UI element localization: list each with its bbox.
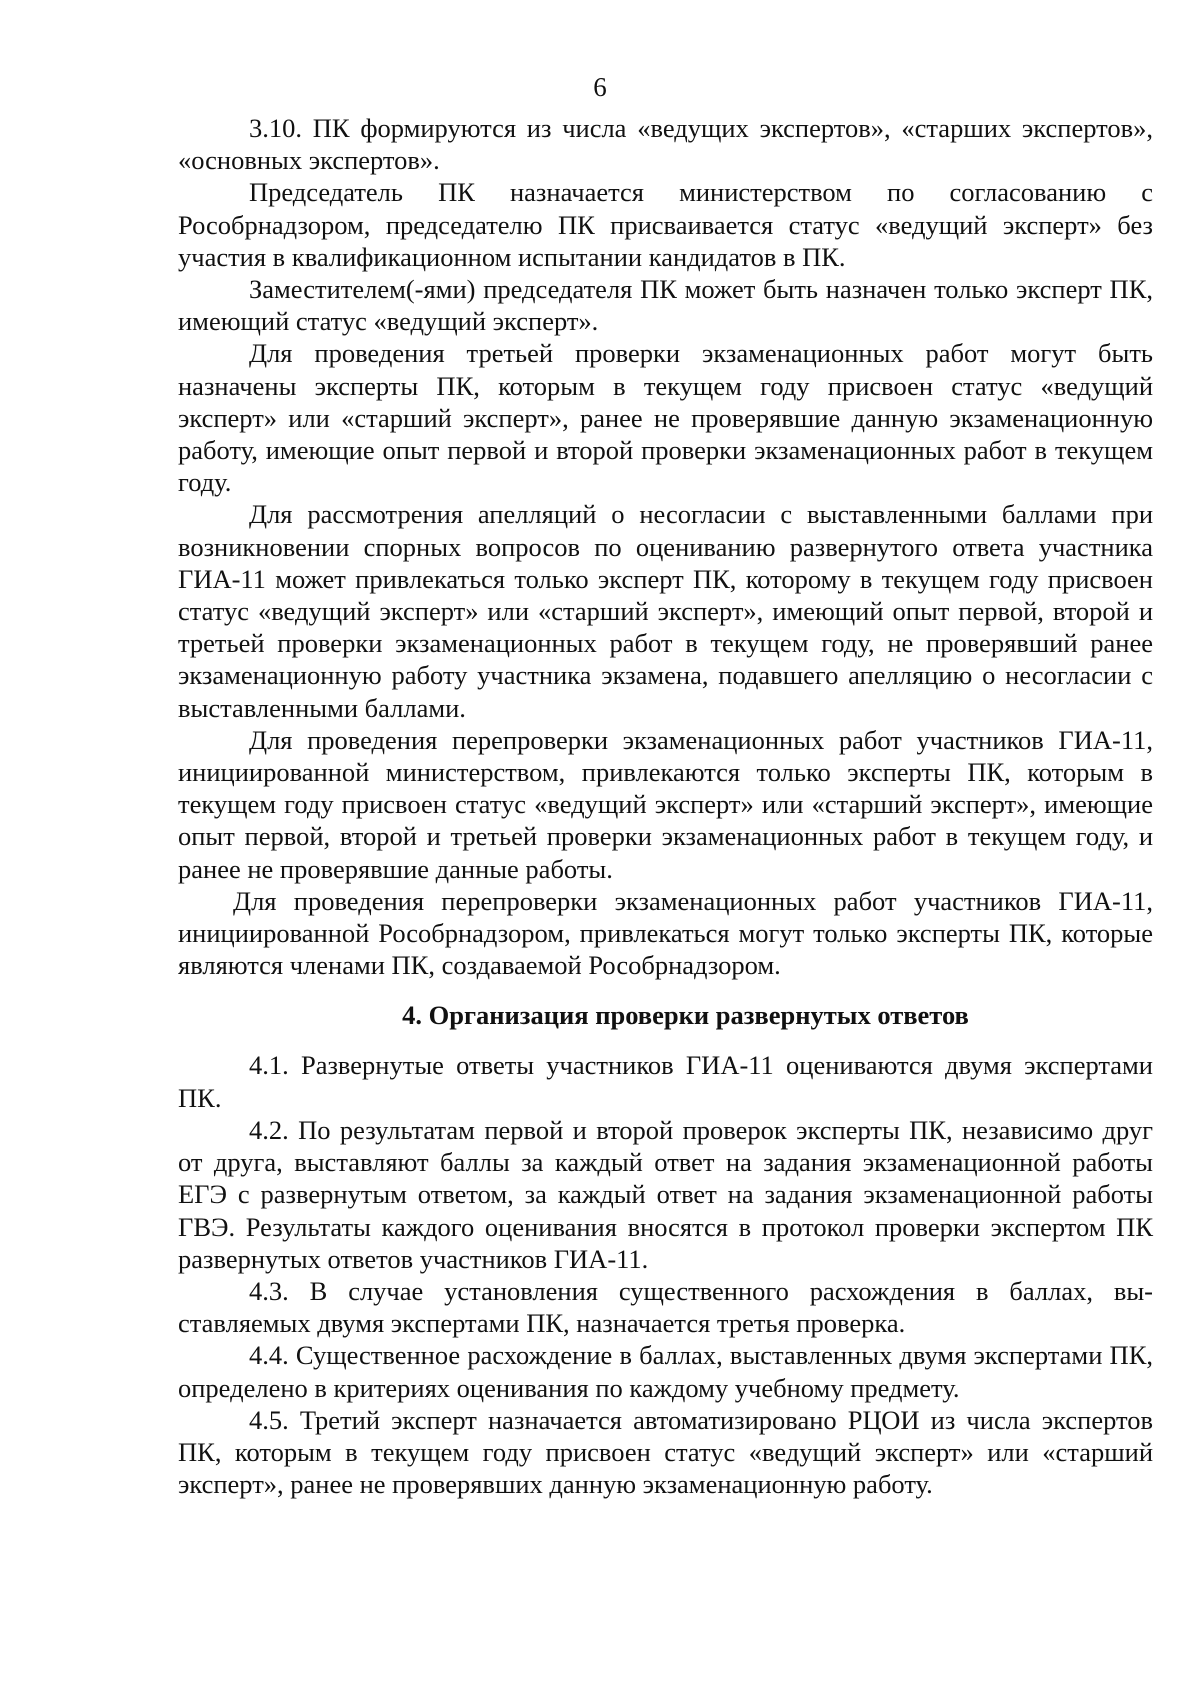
- paragraph-4-1: 4.1. Развернутые ответы участников ГИА-11 оцениваются двумя экспертами ПК.: [178, 1050, 1153, 1113]
- section-heading: 4. Организация проверки развернутых ответов: [402, 1000, 969, 1031]
- paragraph-4-3: 4.3. В случае установления существенного расхождения в баллах, выставляемых двумя экспертами ПК, назначается третья проверка.: [178, 1275, 1153, 1339]
- paragraph-4-5: 4.5. Третий эксперт назначается автоматизировано РЦОИ из числа экспертов ПК, которым в текущем году присвоен статус «ведущий эксперт» или «старший эксперт», ранее не проверявших данную экзаменационную работу.: [178, 1404, 1153, 1500]
- page-number: 6: [593, 72, 607, 102]
- document-body: [178, 112, 1153, 1500]
- paragraph-3-10: 3.10. ПК формируются из числа «ведущих экспертов», «старших экспертов», «основных экспертов».: [178, 113, 1153, 176]
- paragraph-chairman: Председатель ПК назначается министерством по согласованию с Рособрнадзором, председателю ПК присваивается статус «ведущий эксперт» без участия в квалификационном испытании кандидатов в ПК.: [178, 177, 1153, 272]
- paragraph-rosobrnadzor-recheck: Для проведения перепроверки экзаменационных работ участников ГИА-11, инициированной Рособрнадзором, привлекаться могут только эксперты ПК, которые являются членами ПК, создаваемой Рособрнадзором.: [178, 885, 1153, 981]
- paragraph-4-4: 4.4. Существенное расхождение в баллах, выставленных двумя экспертами ПК, определено в критериях оценивания по каждому учебному предмету.: [178, 1340, 1153, 1403]
- paragraph-4-2: 4.2. По результатам первой и второй проверок эксперты ПК, независимо друг от друга, выставляют баллы за каждый ответ на задания экзаменационной работы ЕГЭ с развернутым ответом, за каждый ответ на задания экзаменационной работы ГВЭ. Результаты каждого оценивания вносятся в протокол проверки экспертом ПК развернутых ответов участников ГИА-11.: [178, 1114, 1153, 1274]
- paragraph-third-check: Для проведения третьей проверки экзаменационных работ могут быть назначены эксперты ПК, которым в текущем году присвоен статус «ведущий эксперт» или «старший эксперт», ранее не проверявшие данную экзаменационную работу, имеющие опыт первой и второй проверки экзаменационных работ в текущем году.: [178, 338, 1153, 498]
- paragraph-deputy: Заместителем(-ями) председателя ПК может быть назначен только эксперт ПК, имеющий статус «ведущий эксперт».: [178, 274, 1153, 337]
- paragraph-ministry-recheck: Для проведения перепроверки экзаменационных работ участников ГИА-11, инициированной министерством, привлекаются только эксперты ПК, которым в текущем году присвоен статус «ведущий эксперт» или «старший эксперт», имеющие опыт первой, второй и третьей проверки экзаменационных работ в текущем году, и ранее не проверявшие данные работы.: [178, 724, 1153, 884]
- paragraph-appeals: Для рассмотрения апелляций о несогласии с выставленными баллами при возникновении спорных вопросов по оцениванию развернутого ответа участника ГИА-11 может привлекаться только эксперт ПК, которому в текущем году присвоен статус «ведущий эксперт» или «старший эксперт», имеющий опыт первой, второй и третьей проверки экзаменационных работ в текущем году, не проверявший ранее экзаменационную работу участника экзамена, подавшего апелляцию о несогласии с выставленными баллами.: [178, 499, 1153, 723]
